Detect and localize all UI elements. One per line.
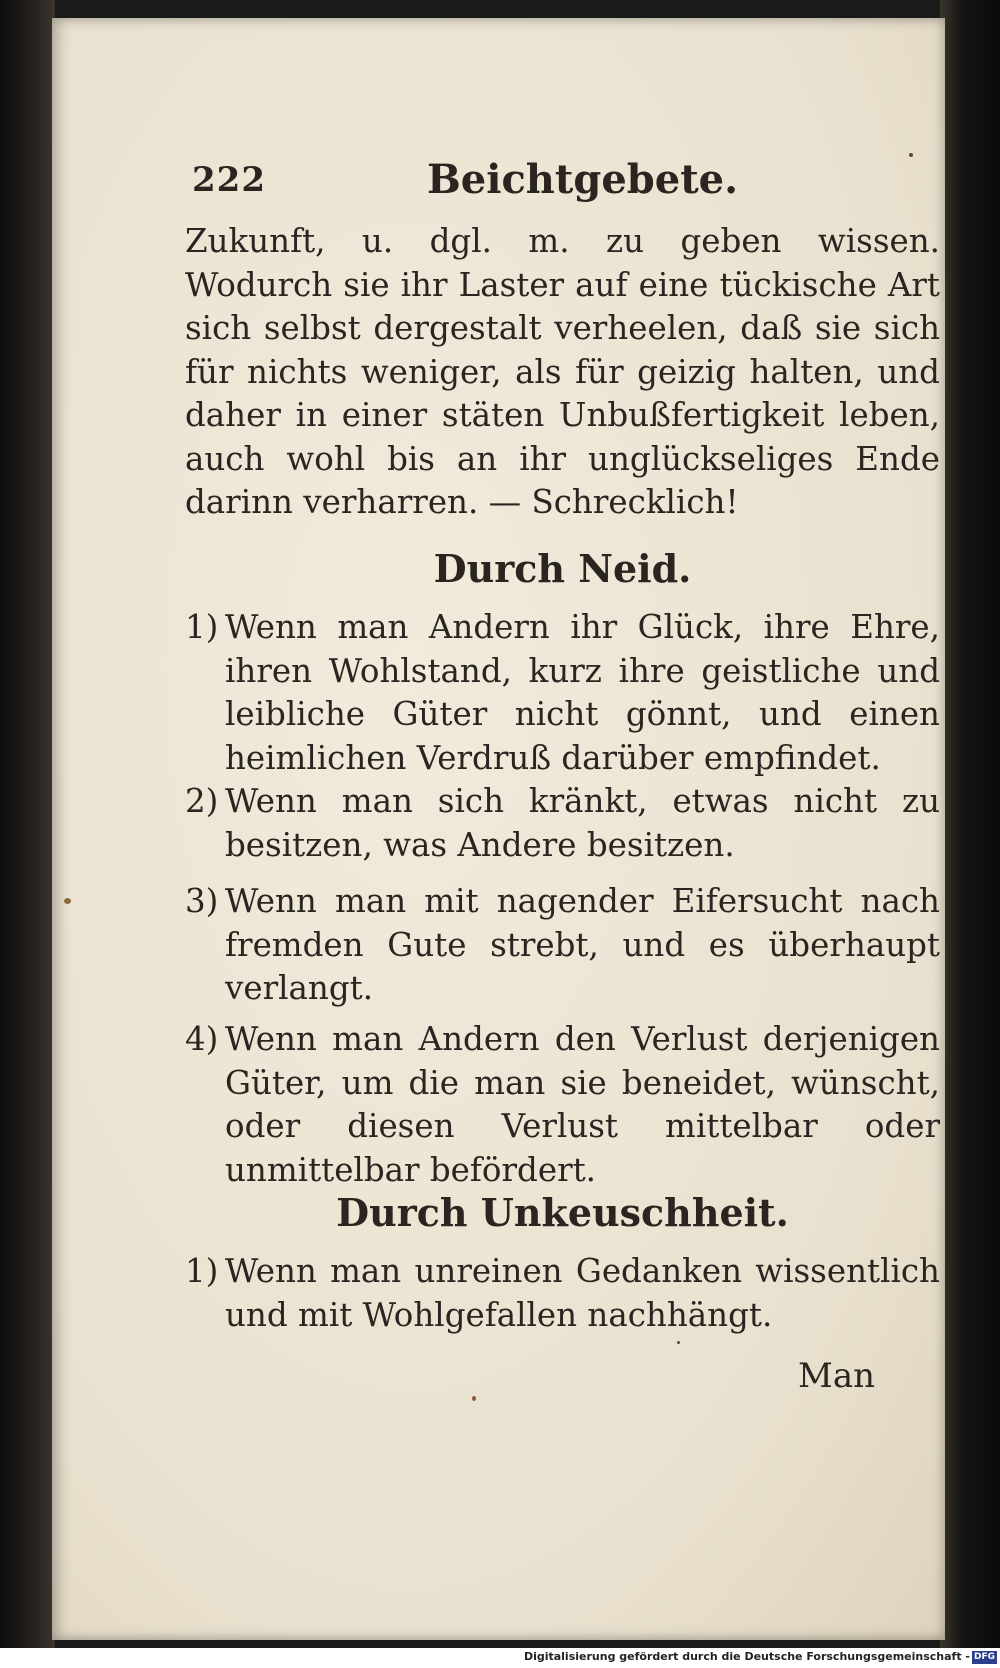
section-heading-neid: Durch Neid.: [433, 546, 692, 591]
paper-speck: [909, 153, 913, 157]
book-page: [52, 18, 945, 1640]
page-number: 222: [192, 160, 266, 200]
list-item: [185, 880, 940, 1011]
paper-speck: [472, 1396, 476, 1401]
section-heading-unkeuschheit: Durch Unkeuschheit.: [336, 1190, 789, 1235]
dfg-logo: DFG: [973, 1652, 995, 1662]
list-item: [185, 780, 940, 867]
list-item-number: 1): [185, 608, 219, 646]
list-item-number: 4): [185, 1020, 219, 1058]
paragraph-continuation: Zukunft, u. dgl. m. zu geben wissen. Wodurch sie ihr Laster auf eine tückische Art sich selbst dergestalt verheelen, daß sie sich für nichts weniger, als für geizig halten, und daher in einer stäten Unbußfertigkeit leben, auch wohl bis an ihr unglückseliges Ende darinn verharren. — Schrecklich!: [185, 222, 940, 521]
list-item-number: 1): [185, 1252, 219, 1290]
list-item-text: Wenn man Andern den Verlust derjenigen Güter, um die man sie beneidet, wünscht, oder diesen Verlust mittelbar oder unmittelbar befördert.: [225, 1020, 940, 1189]
list-item-text: Wenn man mit nagender Eifersucht nach fremden Gute strebt, und es überhaupt verlangt.: [225, 882, 940, 1007]
book-binding-left: [0, 0, 55, 1648]
list-item-text: Wenn man unreinen Gedanken wissentlich und mit Wohlgefallen nachhängt.: [225, 1252, 940, 1334]
catchword: Man: [798, 1356, 875, 1396]
paper-speck: [677, 1341, 680, 1344]
paper-speck: [64, 898, 71, 904]
running-head: Beichtgebete.: [427, 156, 739, 203]
footer-bar: [0, 1648, 1000, 1668]
book-binding-right: [940, 0, 1000, 1648]
list-item-number: 3): [185, 882, 219, 920]
page-header: [192, 148, 752, 208]
list-item-text: Wenn man sich kränkt, etwas nicht zu besitzen, was Andere besitzen.: [225, 782, 940, 864]
list-item: [185, 1250, 940, 1337]
list-item: [185, 1018, 940, 1192]
list-item: [185, 606, 940, 780]
list-item-number: 2): [185, 782, 219, 820]
list-item-text: Wenn man Andern ihr Glück, ihre Ehre, ihren Wohlstand, kurz ihre geistliche und leibliche Güter nicht gönnt, und einen heimlichen Verdruß darüber empfindet.: [225, 608, 940, 777]
digitization-credit: Digitalisierung gefördert durch die Deutsche Forschungsgemeinschaft -: [523, 1650, 970, 1663]
